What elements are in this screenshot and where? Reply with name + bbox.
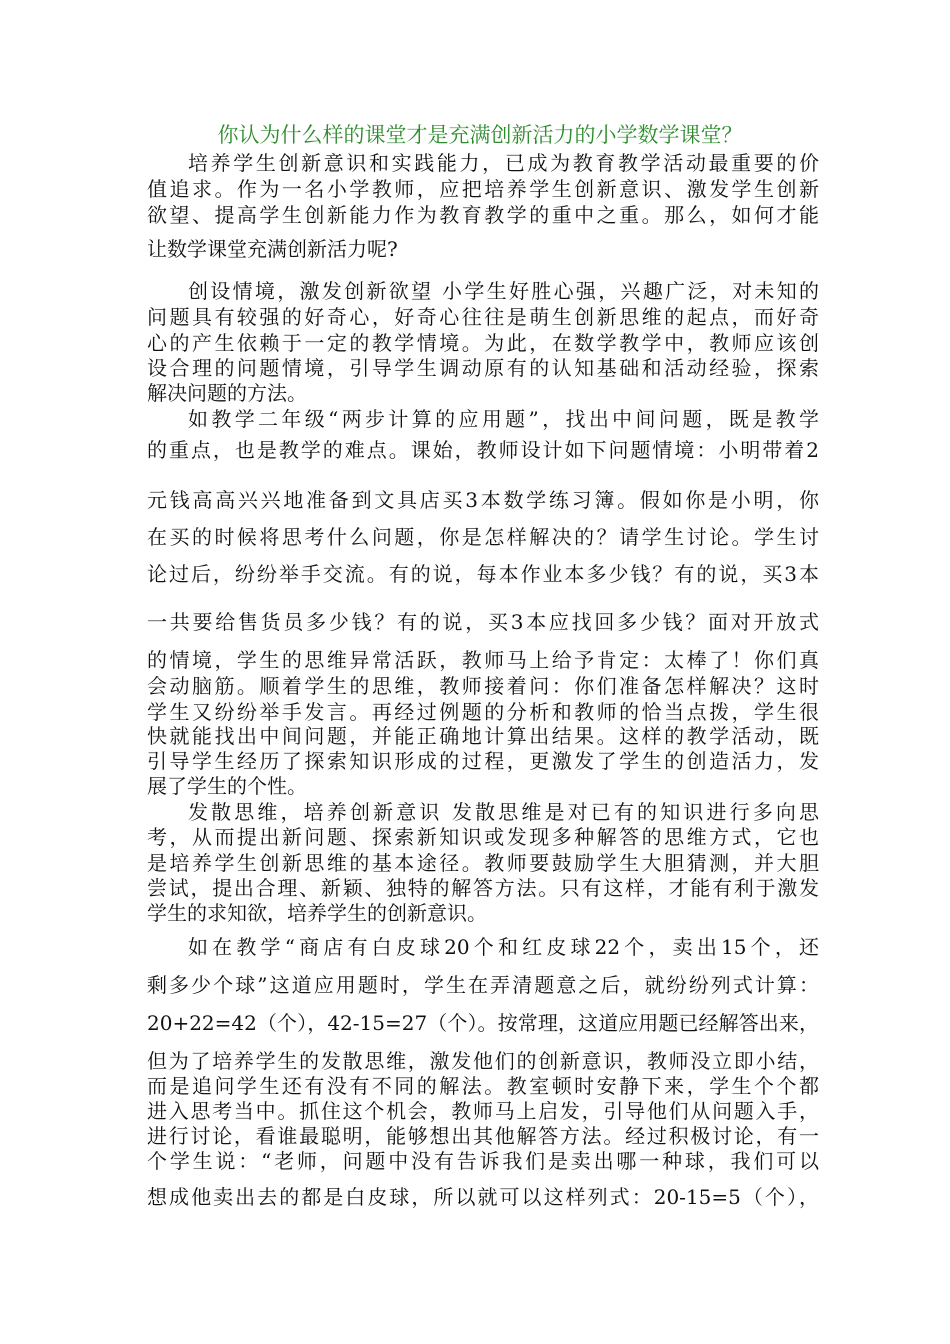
- text-line: 引导学生经历了探索知识形成的过程，更激发了学生的创造活力，发: [147, 749, 819, 773]
- text-line: 20+22=42（个），42-15=27（个）。按常理，这道应用题已经解答出来，: [147, 1011, 819, 1035]
- document-title: 你认为什么样的课堂才是充满创新活力的小学数学课堂？: [217, 123, 743, 147]
- text-line: 论过后，纷纷举手交流。有的说，每本作业本多少钱？有的说，买3本: [147, 562, 819, 586]
- text-line: 元钱高高兴兴地准备到文具店买3本数学练习簿。假如你是小明，你: [147, 488, 819, 512]
- text-line: 进行讨论，看谁最聪明，能够想出其他解答方法。经过积极讨论，有一: [147, 1124, 819, 1148]
- text-line: 学生又纷纷举手发言。再经过例题的分析和教师的恰当点拨，学生很: [147, 700, 819, 724]
- text-line: 是培养学生创新思维的基本途径。教师要鼓励学生大胆猜测，并大胆: [147, 851, 819, 875]
- text-line: 但为了培养学生的发散思维，激发他们的创新意识，教师没立即小结，: [147, 1049, 819, 1073]
- text-line: 会动脑筋。顺着学生的思维，教师接着问：你们准备怎样解决？这时: [147, 674, 819, 698]
- text-line: 值追求。作为一名小学教师，应把培养学生创新意识、激发学生创新: [147, 177, 819, 201]
- text-line: 如在教学“商店有白皮球20个和红皮球22个，卖出15个，还: [188, 935, 819, 959]
- text-line: 的重点，也是教学的难点。课始，教师设计如下问题情境：小明带着2: [147, 438, 819, 462]
- text-line: 进入思考当中。抓住这个机会，教师马上启发，引导他们从问题入手，: [147, 1099, 819, 1123]
- text-line: 学生的求知欲，培养学生的创新意识。: [147, 901, 487, 925]
- text-line: 心的产生依赖于一定的教学情境。为此，在数学教学中，教师应该创: [147, 331, 819, 355]
- text-line: 问题具有较强的好奇心，好奇心往往是萌生创新思维的起点，而好奇: [147, 305, 819, 329]
- text-line: 剩多少个球”这道应用题时，学生在弄清题意之后，就纷纷列式计算：: [147, 973, 819, 997]
- text-line: 如教学二年级“两步计算的应用题”，找出中间问题，既是教学: [188, 407, 819, 431]
- text-line: 创设情境，激发创新欲望 小学生好胜心强，兴趣广泛，对未知的: [188, 279, 819, 303]
- text-line: 一共要给售货员多少钱？有的说，买3本应找回多少钱？面对开放式: [147, 610, 819, 634]
- text-line: 让数学课堂充满创新活力呢?: [147, 237, 398, 261]
- text-line: 发散思维，培养创新意识 发散思维是对已有的知识进行多向思: [188, 800, 819, 824]
- text-line: 个学生说：“老师，问题中没有告诉我们是卖出哪一种球，我们可以: [147, 1149, 819, 1173]
- text-line: 快就能找出中间问题，并能正确地计算出结果。这样的教学活动，既: [147, 724, 819, 748]
- text-line: 欲望、提高学生创新能力作为教育教学的重中之重。那么，如何才能: [147, 203, 819, 227]
- text-line: 尝试，提出合理、新颖、独特的解答方法。只有这样，才能有利于激发: [147, 876, 819, 900]
- text-line: 解决问题的方法。: [147, 381, 307, 405]
- text-line: 展了学生的个性。: [147, 774, 307, 798]
- text-line: 设合理的问题情境，引导学生调动原有的认知基础和活动经验，探索: [147, 356, 819, 380]
- text-line: 培养学生创新意识和实践能力，已成为教育教学活动最重要的价: [188, 151, 819, 175]
- text-line: 在买的时候将思考什么问题，你是怎样解决的？请学生讨论。学生讨: [147, 525, 819, 549]
- text-line: 考，从而提出新问题、探索新知识或发现多种解答的思维方式，它也: [147, 825, 819, 849]
- text-line: 的情境，学生的思维异常活跃，教师马上给予肯定：太棒了！你们真: [147, 648, 819, 672]
- text-line: 而是追问学生还有没有不同的解法。教室顿时安静下来，学生个个都: [147, 1074, 819, 1098]
- text-line: 想成他卖出去的都是白皮球，所以就可以这样列式：20-15=5（个），: [147, 1185, 819, 1209]
